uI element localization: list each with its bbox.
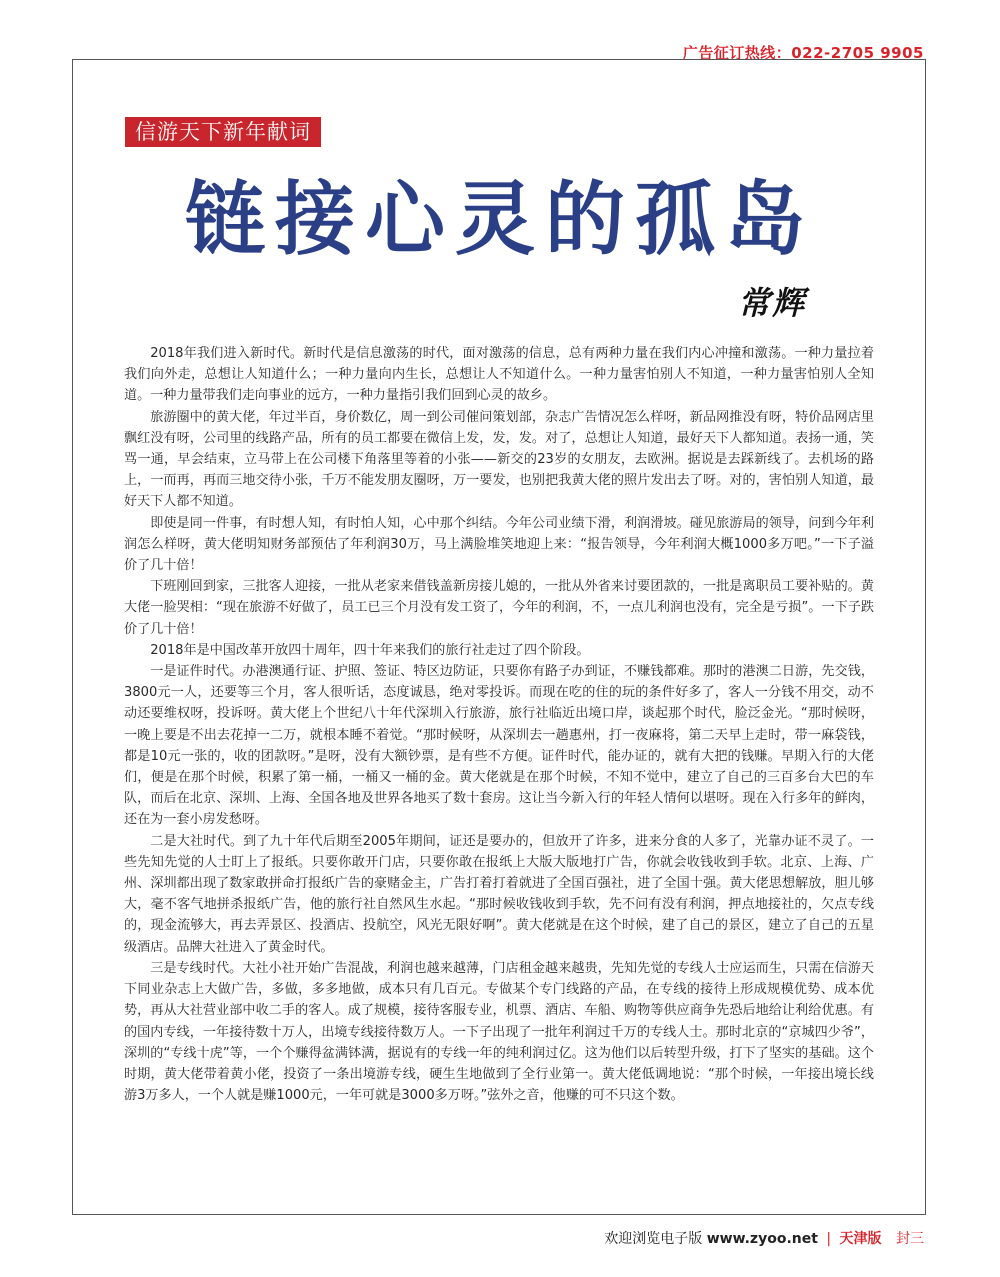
footer-welcome: 欢迎浏览电子版 — [604, 1231, 703, 1247]
ad-hotline: 广告征订热线：022-2705 9905 — [682, 44, 924, 62]
paragraph: 二是大社时代。到了九十年代后期至2005年期间，证还是要办的，但放开了许多，进来分食的人多了，光靠办证不灵了。一些先知先觉的人士盯上了报纸。只要你敢开门店，只要你敢在报纸上大版大版地打广告，你就会收钱收到手软。北京、上海、广州、深圳都出现了数家敢拼命打报纸广告的豪赌金主，广告打着打着就进了全国百强社，进了全国十强。黄大佬思想解放，胆儿够大，毫不客气地拼杀报纸广告，他的旅行社自然风生水起。“那时候收钱收到手软，先不问有没有利润，押点地接社的，欠点专线的，现金流够大，再去弄景区、投酒店、投航空，风光无限好啊”。黄大佬就是在这个时候，建了自己的景区，建立了自己的五星级酒店。品牌大社进入了黄金时代。 — [124, 833, 874, 955]
paragraph: 一是证件时代。办港澳通行证、护照、签证、特区边防证，只要你有路子办到证，不赚钱都难。那时的港澳二日游，先交钱，3800元一人，还要等三个月，客人很听话，态度诚恳，绝对零投诉。而现在吃的住的玩的条件好多了，客人一分钱不用交，动不动还要维权呀，投诉呀。黄大佬上个世纪八十年代深圳入行旅游，旅行社临近出境口岸，谈起那个时代，脸泛金光。“那时候呀，一晚上要是不出去花掉一二万，就根本睡不着觉。“那时候呀，从深圳去一趟惠州，打一夜麻将，第二天早上走时，带一麻袋钱，都是10元一张的，收的团款呀。”是呀，没有大额钞票，是有些不方便。证件时代，能办证的，就有大把的钱赚。早期入行的大佬们，便是在那个时候，积累了第一桶，一桶又一桶的金。黄大佬就是在那个时候，不知不觉中，建立了自己的三百多台大巴的车队，而后在北京、深圳、上海、全国各地及世界各地买了数十套房。这让当今新入行的年轻人情何以堪呀。现在入行多年的鲜肉，还在为一套小房发愁呀。 — [124, 664, 874, 828]
author-signature: 常辉 — [738, 284, 807, 322]
footer-separator: | — [826, 1231, 832, 1247]
paragraph: 旅游圈中的黄大佬，年过半百，身价数亿，周一到公司催问策划部，杂志广告情况怎么样呀，新品网推没有呀，特价品网店里飘红没有呀，公司里的线路产品，所有的员工都要在微信上发，发，发。对了，总想让人知道，最好天下人都知道。表扬一通，笑骂一通，早会结束，立马带上在公司楼下角落里等着的小张——新交的23岁的女朋友，去欧洲。据说是去踩新线了。去机场的路上，一而再，再而三地交待小张，千万不能发朋友圈呀，万一要发，也别把我黄大佬的照片发出去了呀。对的，害怕别人知道，最好天下人都不知道。 — [124, 409, 874, 510]
page-label: 封三 — [896, 1231, 924, 1247]
paragraph: 下班刚回到家，三批客人迎接，一批从老家来借钱盖新房接儿媳的，一批从外省来讨要团款的，一批是离职员工要补贴的。黄大佬一脸哭相：“现在旅游不好做了，员工已三个月没有发工资了，今年的利润，不，一点儿利润也没有，完全是亏损”。一下子跌价了几十倍！ — [124, 579, 874, 637]
website-link[interactable]: www.zyoo.net — [706, 1231, 818, 1247]
article-title: 链接心灵的孤岛 — [185, 173, 815, 266]
article-body — [124, 343, 874, 1106]
column-tag: 信游天下新年献词 — [125, 117, 321, 147]
edition-label: 天津版 — [839, 1231, 882, 1247]
page-footer — [604, 1228, 924, 1248]
paragraph: 2018年我们进入新时代。新时代是信息激荡的时代，面对激荡的信息，总有两种力量在我们内心冲撞和激荡。一种力量拉着我们向外走，总想让人知道什么；一种力量向内生长，总想让人不知道什么。一种力量害怕别人不知道，一种力量害怕别人全知道。一种力量带我们走向事业的远方，一种力量指引我们回到心灵的故乡。 — [124, 346, 874, 404]
paragraph: 即使是同一件事，有时想人知，有时怕人知，心中那个纠结。今年公司业绩下滑，利润滑坡。碰见旅游局的领导，问到今年利润怎么样呀，黄大佬明知财务部预估了年利润30万，马上满脸堆笑地迎上来：“报告领导，今年利润大概1000多万吧。”一下子溢价了几十倍！ — [124, 515, 874, 574]
paragraph: 三是专线时代。大社小社开始广告混战，利润也越来越薄，门店租金越来越贵，先知先觉的专线人士应运而生，只需在信游天下同业杂志上大做广告，多做，多多地做，成本只有几百元。专做某个专门线路的产品，在专线的接待上形成规模优势、成本优势，再从大社营业部中收二手的客人。成了规模，接待客服专业，机票、酒店、车船、购物等供应商争先恐后地给让利给优惠。有的国内专线，一年接待数十万人，出境专线接待数万人。一下子出现了一批年利润过千万的专线人士。那时北京的“京城四少爷”，深圳的“专线十虎”等，一个个赚得盆满钵满，据说有的专线一年的纯利润过亿。这为他们以后转型升级，打下了坚实的基础。这个时期，黄大佬带着黄小佬，投资了一条出境游专线，硬生生地做到了全行业第一。黄大佬低调地说：“那个时候，一年接出境长线游3万多人，一个人就是赚1000元，一年可就是3000多万呀。”弦外之音，他赚的可不只这个数。 — [124, 960, 874, 1104]
paragraph: 2018年是中国改革开放四十周年，四十年来我们的旅行社走过了四个阶段。 — [150, 642, 590, 658]
